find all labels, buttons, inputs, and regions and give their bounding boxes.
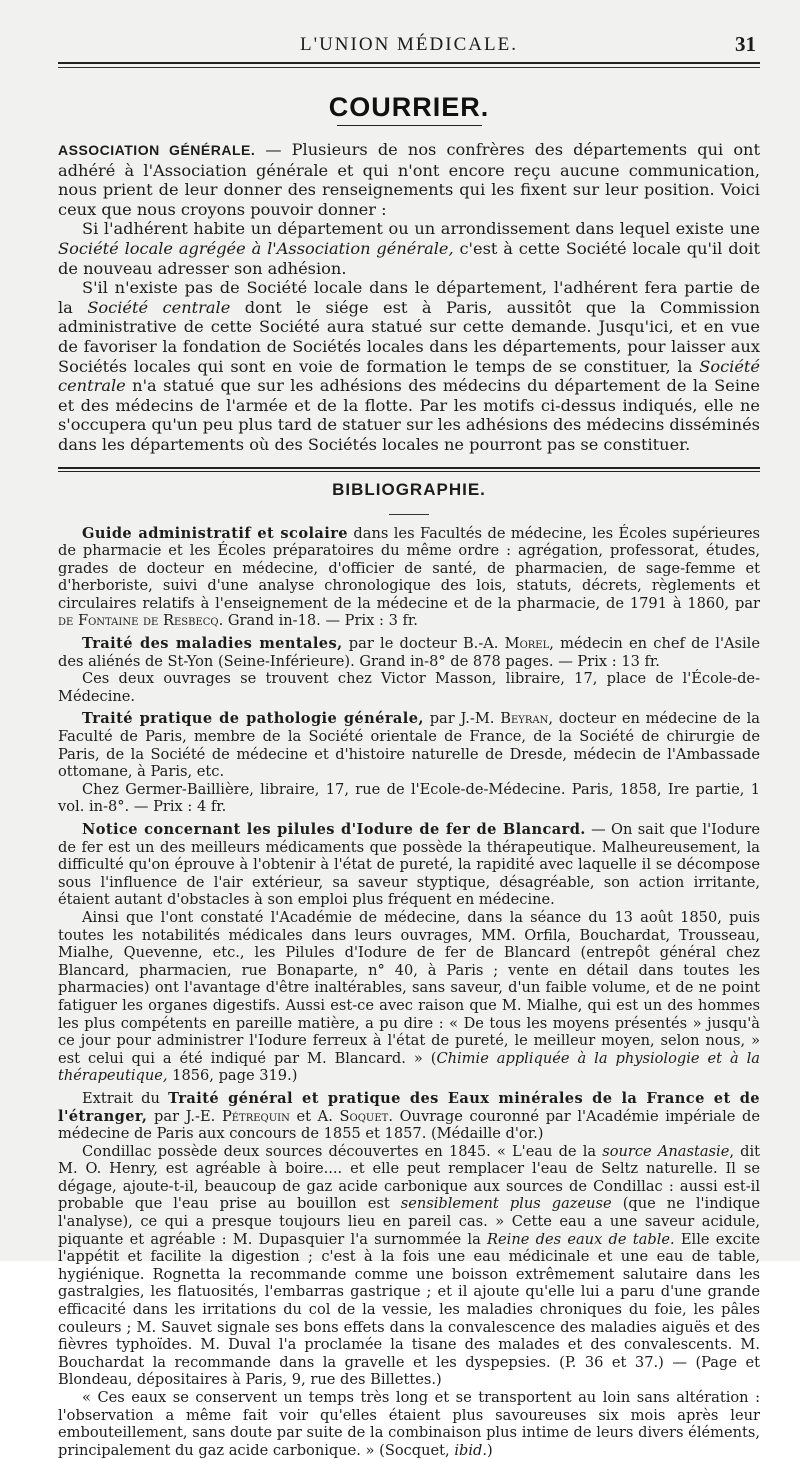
bibliographie-heading: BIBLIOGRAPHIE. [58,480,760,500]
entry-author-1: Pétrequin [222,1108,290,1125]
entry-text: Extrait du [82,1090,168,1107]
section-divider [58,467,760,472]
entry-italic: ibid. [454,1442,487,1459]
journal-title: L'UNION MÉDICALE. [58,34,760,56]
association-lead: ASSOCIATION GÉNÉRALE. [58,142,255,158]
entry-text-2: par J.-E. [147,1108,222,1125]
entry-end: ) [487,1442,493,1459]
entry-text-2: , docteur en médecine de la Faculté de Paris, membre de la Société orientale de France, de la Société de chirurgie de Paris, de la Société de médecine et d'histoire naturelle de Dresde, médecin de l'Ambassade ottomane, à Paris, etc. [58,710,760,780]
page-number: 31 [735,32,756,57]
entry-author: Morel [505,635,550,652]
running-header [58,28,760,64]
biblio-note-germer: Chez Germer-Baillière, libraire, 17, rue de l'Ecole-de-Médecine. Paris, 1858, Ire partie, 1 vol. in-8°. — Prix : 4 fr. [58,781,760,816]
courrier-paragraph-2 [58,219,760,278]
biblio-entry-guide [58,525,760,631]
courrier-p3-a: S'il n'existe pas de Société locale dans le département, l'adhérent fera partie de la [58,278,760,317]
entry-text: par le docteur B.-A. [343,635,505,652]
entry-title: Guide administratif et scolaire [82,525,348,542]
entry-italic: Chimie appliquée à la physiologie et à la thérapeutique, [58,1050,760,1085]
courrier-p3-b: dont le siége est à Paris, aussitôt que la Commission administrative de cette Société aura statué sur cette demande. Jusqu'ici, et en vue de favoriser la fondation de Sociétés locales dans les départements, pour laisser aux Sociétés locales qui sont en voie de formation le temps de se constituer, la [58,298,760,376]
entry-text: Ainsi que l'ont constaté l'Académie de médecine, dans la séance du 13 août 1850, puis toutes les notabilités médicales dans leurs ouvrages, MM. Orfila, Bouchardat, Trousseau, Mialhe, Quevenne, etc., les Pilules d'Iodure de fer de Blancard (entrepôt général chez Blancard, pharmacien, rue Bonaparte, n° 40, à Paris ; vente en détail dans toutes les pharmacies) ont l'avantage d'être inaltérables, sans saveur, d'un faible volume, et de ne point fatiguer les organes digestifs. Aussi est-ce avec raison que M. Mialhe, qui est un des hommes les plus compétents en pareille matière, a pu dire : « De tous les moyens présentés » jusqu'à ce jour pour administrer l'Iodure ferreux à l'état de pureté, le meilleur moyen, selon nous, » est celui qui a été indiqué par M. Blancard. » ( [58,909,760,1067]
entry-italic-3: Reine des eaux de table. [487,1231,675,1248]
courrier-heading: COURRIER. [58,92,760,123]
courrier-p3-c: n'a statué que sur les adhésions des médecins du département de la Seine et des médecins de l'armée et de la flotte. Par les motifs ci-dessus indiqués, elle ne s'occupera qu'un peu plus tard de statuer sur les adhésions des médecins disséminés dans les départements où des Sociétés locales ne pourront pas se constituer. [58,376,760,454]
biblio-socquet-quote [58,1389,760,1459]
biblio-entry-maladies-mentales [58,635,760,670]
header-rule [58,67,760,68]
bibliographie-heading-rule [389,514,429,515]
entry-text-4: Elle excite l'appétit et facilite la digestion ; c'est à la fois une eau médicinale et une eau de table, hygiénique. Rognetta la recommande comme une boisson extrêmement salutaire dans les gastralgies, les flatuosités, l'embarras gastrique ; et il ajoute qu'elle lui a paru d'une grande efficacité dans les irritations du col de la vessie, les maladies chroniques du foie, les pâles couleurs ; M. Sauvet signale ses bons effets dans la convalescence des maladies aiguës et des fièvres typhoïdes. M. Duval l'a proclamée la tisane des malades et des convalescents. M. Bouchardat la recommande dans la gravelle et les dyspepsies. (P. 36 et 37.) — (Page et Blondeau, dépositaires à Paris, 9, rue des Billettes.) [58,1231,760,1389]
entry-text-2: , dit M. O. Henry, est agréable à boire.... et elle peut remplacer l'eau de Seltz naturelle. Il se dégage, ajoute-t-il, beaucoup de gaz acide carbonique aux sources de Condillac : aussi est-il probable que l'eau prise au bouillon est [58,1143,760,1213]
bibliographie-section [58,525,760,1459]
entry-text: — On sait que l'Iodure de fer est un des meilleurs médicaments que possède la thérapeutique. Malheureusement, la difficulté qu'on éprouve à l'obtenir à l'état de pureté, la rapidité avec laquelle il se décompose sous l'influence de l'air extérieur, sa saveur styptique, désagréable, son action irritante, étaient autant d'obstacles à son emploi plus fréquent en médecine. [58,821,760,908]
entry-title: Traité général et pratique des Eaux minérales de la France et de l'étranger, [58,1090,760,1125]
entry-text-3: (que ne l'indique l'analyse), ce qui a presque toujours lieu en pareil cas. » Cette eau a une saveur acidule, piquante et agréable : M. Dupasquier l'a surnommée la [58,1195,760,1247]
entry-italic-1: source Anastasie [602,1143,729,1160]
entry-text: dans les Facultés de médecine, les Écoles supérieures de pharmacie et les Écoles préparatoires du même ordre : agrégation, professorat, études, grades de docteur en médecine, d'officier de santé, de pharmacien, de sage-femme et d'herboriste, suivi d'une analyse chronologique des lois, statuts, décrets, règlements et circulaires relatifs à l'enseignement de la médecine et de la pharmacie, de 1791 à 1860, par [58,525,760,612]
entry-text: par J.-M. [424,710,500,727]
entry-end: . Grand in-18. — Prix : 3 fr. [219,612,418,629]
entry-title: Traité pratique de pathologie générale, [82,710,424,727]
biblio-condillac-paragraph [58,1143,760,1389]
entry-author: de Fontaine de Resbecq [58,612,219,629]
entry-title: Notice concernant les pilules d'Iodure de fer de Blancard. [82,821,586,838]
courrier-p3-italic-1: Société centrale [87,298,230,317]
courrier-paragraph-1 [58,140,760,219]
entry-author: Beyran [500,710,548,727]
courrier-p2-b: c'est à cette Société locale qu'il doit de nouveau adresser son adhésion. [58,239,760,278]
courrier-heading-rule [337,125,482,126]
courrier-p2-italic: Société locale agrégée à l'Association générale, [58,239,454,258]
entry-text: Condillac possède deux sources découvertes en 1845. « L'eau de la [82,1143,602,1160]
entry-italic-2: sensiblement plus gazeuse [401,1195,612,1212]
entry-title: Traité des maladies mentales, [82,635,343,652]
courrier-p2-a: Si l'adhérent habite un département ou un arrondissement dans lequel existe une [82,219,760,238]
biblio-entry-eaux-minerales [58,1090,760,1143]
courrier-p3-italic-2: Société centrale [58,357,760,396]
entry-author-2: Soquet [340,1108,389,1125]
entry-text-3: et A. [290,1108,340,1125]
courrier-section [58,140,760,455]
biblio-entry-blancard [58,821,760,909]
biblio-entry-pathologie [58,710,760,780]
entry-text: « Ces eaux se conservent un temps très long et se transportent au loin sans altération : l'observation a même fait voir qu'elles étaient plus savoureuses six mois après leur embouteillement, sans doute par suite de la combinaison plus intime de leurs divers éléments, principalement du gaz acide carbonique. » (Socquet, [58,1389,760,1459]
entry-end: 1856, page 319.) [168,1067,298,1084]
entry-text-4: . Ouvrage couronné par l'Académie impériale de médecine de Paris aux concours de 1855 et 1857. (Médaille d'or.) [58,1108,760,1143]
biblio-note-masson: Ces deux ouvrages se trouvent chez Victor Masson, libraire, 17, place de l'École-de-Médecine. [58,670,760,705]
entry-text-2: , médecin en chef de l'Asile des aliénés de St-Yon (Seine-Inférieure). Grand in-8° de 878 pages. — Prix : 13 fr. [58,635,760,670]
courrier-paragraph-3 [58,278,760,454]
courrier-p1-text: — Plusieurs de nos confrères des départements qui ont adhéré à l'Association générale et qui n'ont encore reçu aucune communication, nous prient de leur donner des renseignements qui les fixent sur leur position. Voici ceux que nous croyons pouvoir donner : [58,140,760,219]
biblio-blancard-paragraph-2 [58,909,760,1085]
